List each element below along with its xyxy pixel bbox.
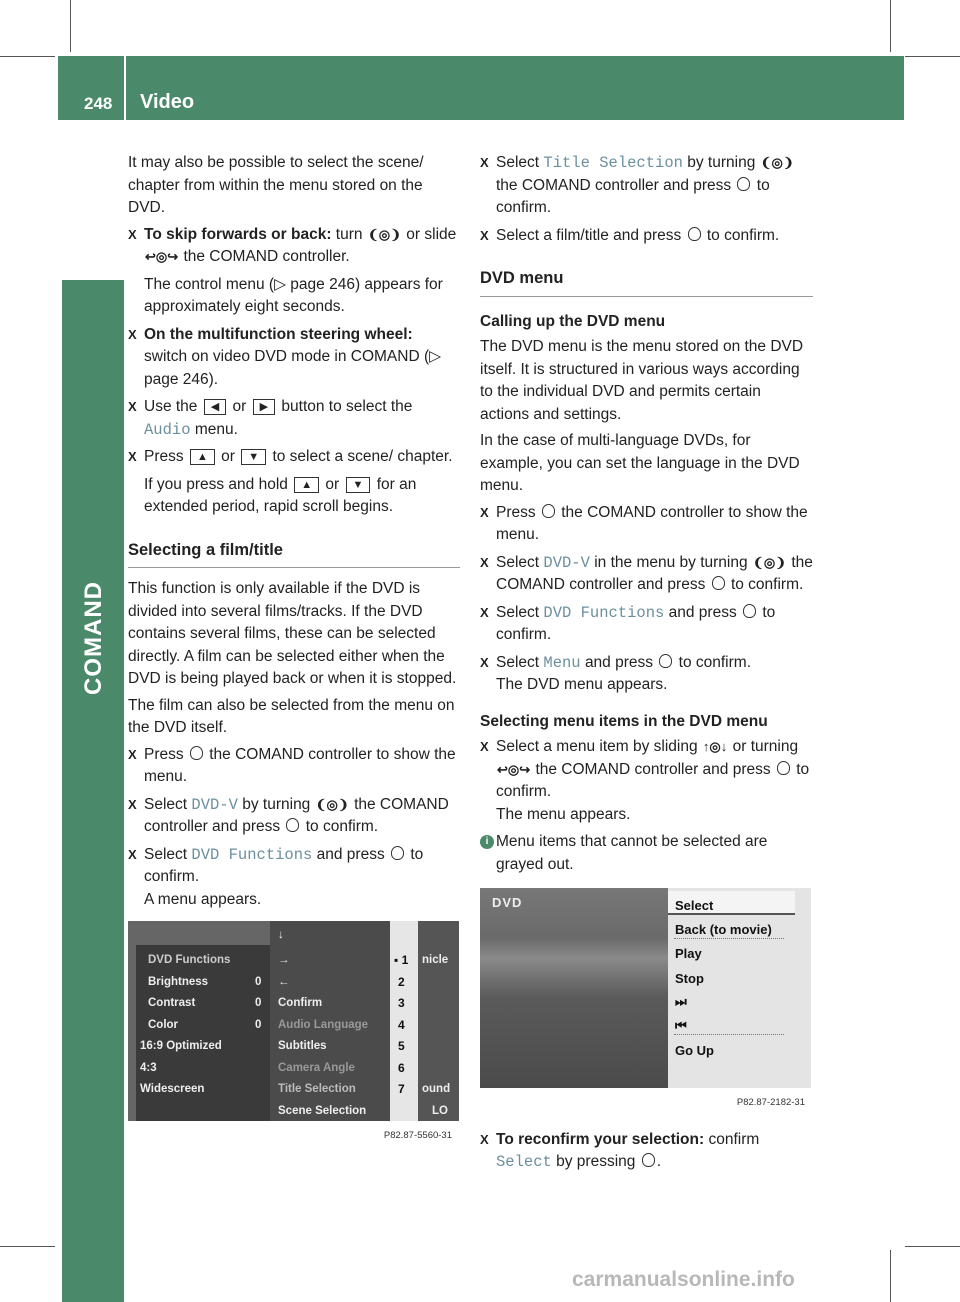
skip-note: The control menu (▷ page 246) appears for approximately eight seconds. (144, 275, 443, 315)
header-divider (124, 56, 126, 120)
menu-item: Go Up (675, 1043, 714, 1058)
skip-forward-icon: ⏭ (675, 994, 687, 1009)
step-arrow-icon: X (480, 504, 489, 520)
watermark: carmanualsonline.info (572, 1268, 795, 1291)
menu-item: Subtitles (278, 1040, 327, 1052)
menu-item: Widescreen (140, 1083, 205, 1095)
menu-item: Play (675, 946, 702, 961)
menu-item: Select (675, 898, 714, 913)
step-use-buttons: X Use the ◀ or ▶ button to select the Audio menu. (128, 398, 413, 439)
figure-caption: P82.87-2182-31 (736, 1097, 805, 1108)
press-controller-icon (777, 761, 790, 775)
crop-mark (890, 0, 891, 52)
down-button-icon: ▼ (346, 477, 371, 493)
press-controller-icon (190, 746, 203, 760)
step-arrow-icon: X (480, 227, 489, 243)
film-body-2: The film can also be selected from the menu on the DVD itself. (128, 696, 455, 736)
arrow-right-icon: → (278, 954, 290, 966)
menu-item: Color (148, 1019, 179, 1031)
step-arrow-icon: X (480, 1131, 489, 1147)
step-arrow-icon: X (128, 399, 137, 414)
side-tab (62, 280, 124, 1302)
title-number: 6 (398, 1061, 405, 1075)
page-number: 248 (84, 94, 113, 113)
crop-mark (905, 1246, 960, 1247)
step-select-film: X Select a film/title and press to confirm. (480, 225, 813, 248)
film-body-1: This function is only available if the DVD is divided into several films/tracks. If the DVD contains several films, these can be selected directly. A film can be selected either when the DVD is being played back or when it is stopped. (128, 580, 457, 687)
step-arrow-icon: X (480, 654, 489, 670)
title-number: 2 (398, 975, 405, 989)
press-controller-icon (659, 654, 672, 668)
crop-mark (905, 56, 960, 57)
menu-item: Contrast (148, 997, 196, 1009)
step-skip: X To skip forwards or back: turn ❨◎❩ or slide ↩◎↪ the COMAND controller. (128, 224, 460, 269)
crop-mark (0, 1246, 55, 1247)
menu-item-selected: Title Selection (278, 1083, 356, 1095)
turn-controller-icon: ❨◎❩ (752, 554, 787, 570)
step-press-updown: X Press ▲ or ▼ to select a scene/ chapter. (128, 446, 460, 469)
step-arrow-icon: X (128, 796, 137, 812)
step-select-dvdv: X Select DVD-V by turning ❨◎❩ the COMAND controller and press to confirm. (128, 795, 449, 835)
hold-note: If you press and hold ▲ or ▼ for an extended period, rapid scroll begins. (144, 475, 417, 515)
crop-mark (890, 1250, 891, 1302)
press-controller-icon (542, 504, 555, 518)
title-number: ▪ 1 (394, 953, 409, 967)
arrow-left-icon: ← (278, 976, 290, 988)
step-select-menu: X Select Menu and press to confirm. The DVD menu appears. (480, 653, 751, 693)
up-button-icon: ▲ (294, 477, 319, 493)
menu-item-disabled: Camera Angle (278, 1062, 355, 1074)
subheading-calling: Calling up the DVD menu (480, 312, 666, 330)
title-number: 5 (398, 1039, 405, 1053)
step-select-item: X Select a menu item by sliding ↑◎↓ or turning ↩◎↪ the COMAND controller and press to confirm. The menu appears. (480, 738, 810, 823)
step-arrow-icon: X (128, 449, 137, 464)
slide-left-right-icon: ↩◎↪ (145, 249, 179, 264)
menu-item-disabled: Audio Language (278, 1019, 369, 1031)
step-arrow-icon: X (128, 846, 137, 862)
title-number: 7 (398, 1082, 405, 1096)
menu-value: 0 (255, 976, 262, 988)
arrow-down-icon: ↓ (278, 929, 284, 941)
turn-controller-icon: ❨◎❩ (760, 155, 794, 170)
step-select-title: X Select Title Selection by turning ❨◎❩ the COMAND controller and press to confirm. (480, 154, 794, 216)
step-arrow-icon: X (128, 226, 137, 242)
crop-mark (70, 0, 71, 52)
up-button-icon: ▲ (190, 449, 215, 465)
step-select-dvdv: X Select DVD-V in the menu by turning ❨◎❩ the COMAND controller and press to confirm. (480, 553, 813, 593)
dvd-menu-body-1: The DVD menu is the menu stored on the DVD itself. It is structured in various ways according to the individual DVD and permits certain actions and settings. (480, 338, 804, 423)
step-arrow-icon: X (480, 155, 489, 170)
info-icon: i (480, 835, 494, 849)
press-controller-icon (688, 227, 701, 241)
step-arrow-icon: X (480, 554, 489, 570)
press-controller-icon (391, 846, 404, 860)
step-arrow-icon: X (480, 604, 489, 620)
step-arrow-icon: X (128, 746, 137, 762)
right-button-icon: ▶ (253, 399, 275, 415)
figure-caption: P82.87-5560-31 (383, 1130, 452, 1141)
step-steering-wheel: X On the multifunction steering wheel: switch on video DVD mode in COMAND (▷ page 246). (128, 325, 442, 388)
press-controller-icon (286, 818, 299, 832)
menu-value: 0 (255, 1019, 262, 1031)
partial-label: LO (432, 1105, 448, 1117)
step-reconfirm: X To reconfirm your selection: confirm Select by pressing . (480, 1130, 760, 1171)
skip-back-icon: ⏮ (675, 1018, 687, 1033)
step-arrow-icon: X (128, 326, 137, 342)
menu-item: DVD Functions (148, 954, 231, 966)
left-button-icon: ◀ (204, 399, 226, 415)
press-controller-icon (737, 177, 750, 191)
step-show-menu: X Press the COMAND controller to show the menu. (128, 745, 456, 785)
press-controller-icon (743, 604, 756, 618)
menu-item: Scene Selection (278, 1105, 367, 1117)
subheading-selecting: Selecting menu items in the DVD menu (480, 712, 768, 730)
section-heading-film: Selecting a film/title (128, 539, 460, 569)
menu-value: 0 (255, 997, 262, 1009)
section-heading-dvd-menu: DVD menu (480, 267, 813, 297)
partial-label: nicle (422, 954, 449, 966)
press-controller-icon (712, 576, 725, 590)
audio-menu-label: Audio (144, 420, 191, 439)
partial-label: ound (422, 1083, 451, 1095)
slide-left-right-icon: ↩◎↪ (497, 761, 531, 777)
turn-controller-icon: ❨◎❩ (367, 226, 401, 242)
slide-up-down-icon: ↑◎↓ (702, 739, 728, 754)
menu-item: Confirm (278, 997, 323, 1009)
crop-mark (0, 56, 55, 57)
side-tab-label: COMAND (80, 581, 107, 695)
left-column (128, 152, 460, 1162)
dvd-menu-screenshot (480, 888, 811, 1088)
turn-controller-icon: ❨◎❩ (315, 796, 349, 812)
info-note: i Menu items that cannot be selected are grayed out. (480, 831, 813, 876)
step-show-menu: X Press the COMAND controller to show the menu. (480, 503, 808, 543)
section-title: Video (140, 91, 195, 113)
dvd-menu-body-2: In the case of multi-language DVDs, for example, you can set the language in the DVD menu. (480, 432, 800, 494)
right-column (480, 152, 813, 1179)
menu-item: Stop (675, 971, 704, 986)
step-select-functions: X Select DVD Functions and press to confirm. A menu appears. (128, 845, 424, 908)
down-button-icon: ▼ (241, 449, 266, 465)
menu-item: 16:9 Optimized (140, 1040, 222, 1052)
menu-item: Brightness (148, 976, 209, 988)
menu-item: Back (to movie) (675, 922, 772, 937)
dvd-logo: DVD (492, 895, 523, 910)
title-number: 3 (398, 996, 405, 1010)
title-number: 4 (398, 1018, 405, 1032)
intro-text: It may also be possible to select the scene/ chapter from within the menu stored on the DVD. (128, 154, 424, 216)
press-controller-icon (642, 1153, 655, 1167)
step-arrow-icon: X (480, 739, 489, 754)
dvd-functions-screenshot (128, 921, 459, 1121)
menu-item: 4:3 (140, 1062, 157, 1074)
step-select-functions: X Select DVD Functions and press to confirm. (480, 603, 776, 643)
